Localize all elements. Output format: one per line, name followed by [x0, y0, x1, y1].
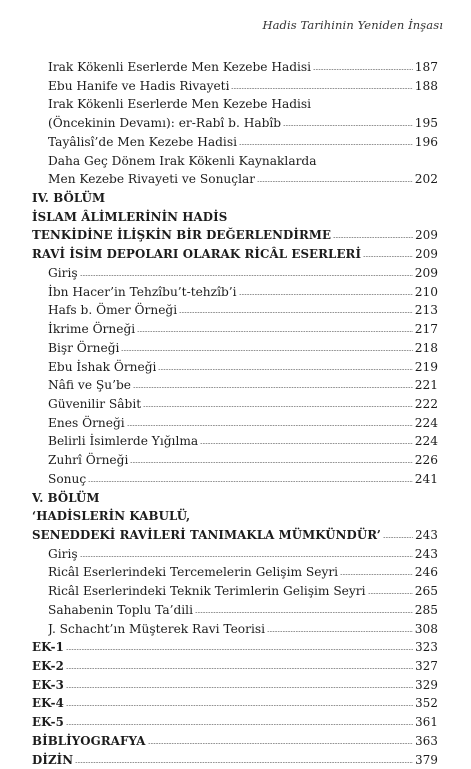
toc-entry [32, 226, 438, 245]
toc-entry-title: V. BÖLÜM [32, 490, 100, 505]
toc-entry [32, 358, 438, 377]
toc-entry-page-number: 209 [415, 247, 438, 262]
toc-entry-title: EK-3 [32, 677, 64, 692]
dot-leader [283, 125, 413, 126]
toc-entry-title: Ebu Hanife ve Hadis Rivayeti [48, 78, 230, 93]
toc-entry-title: EK-4 [32, 696, 64, 711]
toc-entry-page-number: 219 [414, 359, 438, 374]
toc-entry-page-number: 222 [414, 396, 438, 411]
dot-leader [66, 687, 413, 688]
toc-entry [32, 489, 438, 508]
toc-entry-title: EK-2 [32, 659, 64, 673]
toc-entry [32, 170, 438, 189]
toc-entry [32, 189, 438, 208]
toc-entry-page-number: 323 [415, 640, 438, 655]
toc-entry-page-number: 209 [414, 265, 438, 280]
toc-entry [32, 264, 438, 283]
toc-entry [32, 451, 438, 470]
toc-entry-title: Irak Kökenli Eserlerde Men Kezebe Hadisi [48, 97, 312, 112]
toc-entry-title: Zuhrî Örneği [48, 453, 129, 468]
toc-entry-page-number: 352 [415, 696, 438, 711]
toc-entry-title: Giriş [48, 265, 78, 280]
table-of-contents [32, 58, 438, 769]
toc-entry [32, 208, 438, 227]
dot-leader [231, 88, 412, 89]
toc-entry-page-number: 379 [415, 752, 438, 767]
toc-entry-page-number: 363 [415, 733, 438, 748]
toc-entry-title: Tayâlisî’de Men Kezebe Hadisi [48, 134, 237, 149]
toc-entry-page-number: 210 [414, 284, 438, 299]
toc-entry-title: Nâfi ve Şu’be [48, 378, 131, 393]
dot-leader [66, 705, 413, 706]
toc-entry-title: Belirli İsimlerde Yığılma [48, 434, 199, 449]
dot-leader [66, 649, 413, 650]
toc-entry [32, 320, 438, 339]
dot-leader [137, 331, 413, 332]
toc-entry-page-number: 196 [414, 134, 438, 149]
dot-leader [143, 406, 413, 407]
dot-leader [313, 69, 413, 70]
running-header: Hadis Tarihinin Yeniden İnşası [262, 18, 443, 32]
toc-entry-title: Sonuç [48, 471, 87, 486]
toc-entry [32, 133, 438, 152]
toc-entry-page-number: 327 [415, 659, 438, 673]
dot-leader [267, 631, 413, 632]
toc-entry-page-number: 243 [414, 546, 438, 561]
toc-entry-title: (Öncekinin Devamı): er-Rabî b. Habîb [48, 116, 282, 131]
toc-entry [32, 470, 438, 489]
toc-entry [32, 694, 438, 713]
dot-leader [257, 181, 413, 182]
toc-entry-title: Men Kezebe Rivayeti ve Sonuçlar [48, 172, 256, 187]
toc-entry [32, 432, 438, 451]
toc-entry-page-number: 308 [414, 621, 438, 636]
toc-entry-title: IV. BÖLÜM [32, 191, 106, 206]
toc-entry [32, 283, 438, 302]
toc-entry [32, 526, 438, 545]
toc-entry-title: Sahabenin Toplu Ta’dili [48, 602, 193, 617]
toc-entry [32, 713, 438, 732]
toc-entry [32, 339, 438, 358]
dot-leader [195, 612, 413, 613]
dot-leader [121, 350, 412, 351]
toc-entry-title: DİZİN [32, 752, 74, 767]
dot-leader [368, 593, 413, 594]
dot-leader [133, 387, 413, 388]
toc-entry-title: J. Schacht’ın Müşterek Ravi Teorisi [48, 621, 266, 636]
toc-entry-page-number: 241 [414, 471, 438, 486]
toc-entry [32, 245, 438, 264]
toc-entry-title: TENKİDİNE İLİŞKİN BİR DEĞERLENDİRME [32, 228, 332, 243]
toc-entry-page-number: 187 [414, 60, 438, 74]
toc-entry [32, 601, 438, 620]
dot-leader [88, 481, 413, 482]
toc-entry [32, 114, 438, 133]
toc-entry-page-number: 265 [414, 584, 438, 599]
toc-entry-title: Giriş [48, 546, 78, 561]
toc-entry-title: RAVİ İSİM DEPOLARI OLARAK RİCÂL ESERLERİ [32, 247, 362, 262]
toc-entry-title: İkrime Örneği [48, 322, 136, 337]
toc-entry-title: Enes Örneği [48, 415, 125, 430]
toc-entry [32, 657, 438, 676]
toc-entry-title: Ricâl Eserlerindeki Tercemelerin Gelişim Seyri [48, 565, 339, 580]
toc-entry-page-number: 221 [414, 378, 438, 393]
toc-entry [32, 95, 438, 114]
toc-entry [32, 582, 438, 601]
toc-entry [32, 638, 438, 657]
toc-entry-page-number: 361 [415, 715, 438, 730]
toc-entry-page-number: 188 [414, 78, 438, 93]
toc-entry [32, 152, 438, 171]
toc-entry [32, 77, 438, 96]
toc-entry-title: İSLAM ÂLİMLERİNİN HADİS [32, 209, 228, 224]
toc-entry [32, 620, 438, 639]
dot-leader [239, 144, 413, 145]
toc-entry [32, 545, 438, 564]
toc-entry-title: Bişr Örneği [48, 340, 120, 355]
dot-leader [80, 275, 413, 276]
dot-leader [158, 369, 412, 370]
dot-leader [333, 237, 413, 238]
dot-leader [179, 312, 413, 313]
dot-leader [363, 256, 413, 257]
dot-leader [127, 425, 413, 426]
toc-entry-page-number: 246 [414, 565, 438, 580]
toc-entry-page-number: 213 [414, 303, 438, 318]
toc-entry-title: BİBLİYOGRAFYA [32, 733, 146, 748]
toc-entry [32, 58, 438, 77]
dot-leader [200, 443, 413, 444]
toc-entry-title: Irak Kökenli Eserlerde Men Kezebe Hadisi [48, 60, 312, 74]
toc-entry [32, 414, 438, 433]
toc-entry-title: SENEDDEKİ RAVİLERİ TANIMAKLA MÜMKÜNDÜR’ [32, 527, 381, 542]
dot-leader [80, 556, 413, 557]
toc-entry [32, 732, 438, 751]
dot-leader [75, 762, 413, 763]
dot-leader [340, 574, 413, 575]
toc-entry-page-number: 243 [415, 527, 438, 542]
toc-entry [32, 676, 438, 695]
toc-entry-page-number: 285 [414, 602, 438, 617]
toc-entry-title: ‘HADİSLERİN KABULÜ, [32, 509, 191, 524]
dot-leader [66, 668, 413, 669]
toc-entry [32, 563, 438, 582]
toc-entry-title: Daha Geç Dönem Irak Kökenli Kaynaklarda [48, 153, 317, 168]
toc-entry [32, 376, 438, 395]
toc-entry-page-number: 224 [414, 434, 438, 449]
dot-leader [130, 462, 412, 463]
toc-entry-page-number: 226 [414, 453, 438, 468]
toc-entry-page-number: 209 [415, 228, 438, 243]
dot-leader [239, 294, 413, 295]
dot-leader [148, 743, 414, 744]
toc-entry-title: EK-5 [32, 715, 64, 730]
toc-entry-page-number: 195 [414, 116, 438, 131]
toc-entry-title: EK-1 [32, 640, 64, 655]
toc-entry-page-number: 217 [414, 322, 438, 337]
toc-entry-title: Ricâl Eserlerindeki Teknik Terimlerin Gelişim Seyri [48, 584, 366, 599]
dot-leader [66, 724, 413, 725]
toc-entry-title: Ebu İshak Örneği [48, 359, 157, 374]
toc-entry [32, 301, 438, 320]
toc-entry-title: Güvenilir Sâbit [48, 396, 142, 411]
toc-entry-page-number: 329 [415, 677, 438, 692]
toc-entry [32, 395, 438, 414]
toc-entry-page-number: 202 [414, 172, 438, 187]
toc-entry-page-number: 224 [414, 415, 438, 430]
toc-entry [32, 507, 438, 526]
dot-leader [383, 537, 413, 538]
toc-entry-page-number: 218 [414, 340, 438, 355]
toc-entry-title: Hafs b. Ömer Örneği [48, 303, 178, 318]
toc-entry-title: İbn Hacer’in Tehzîbu’t-tehzîb’i [48, 284, 237, 299]
